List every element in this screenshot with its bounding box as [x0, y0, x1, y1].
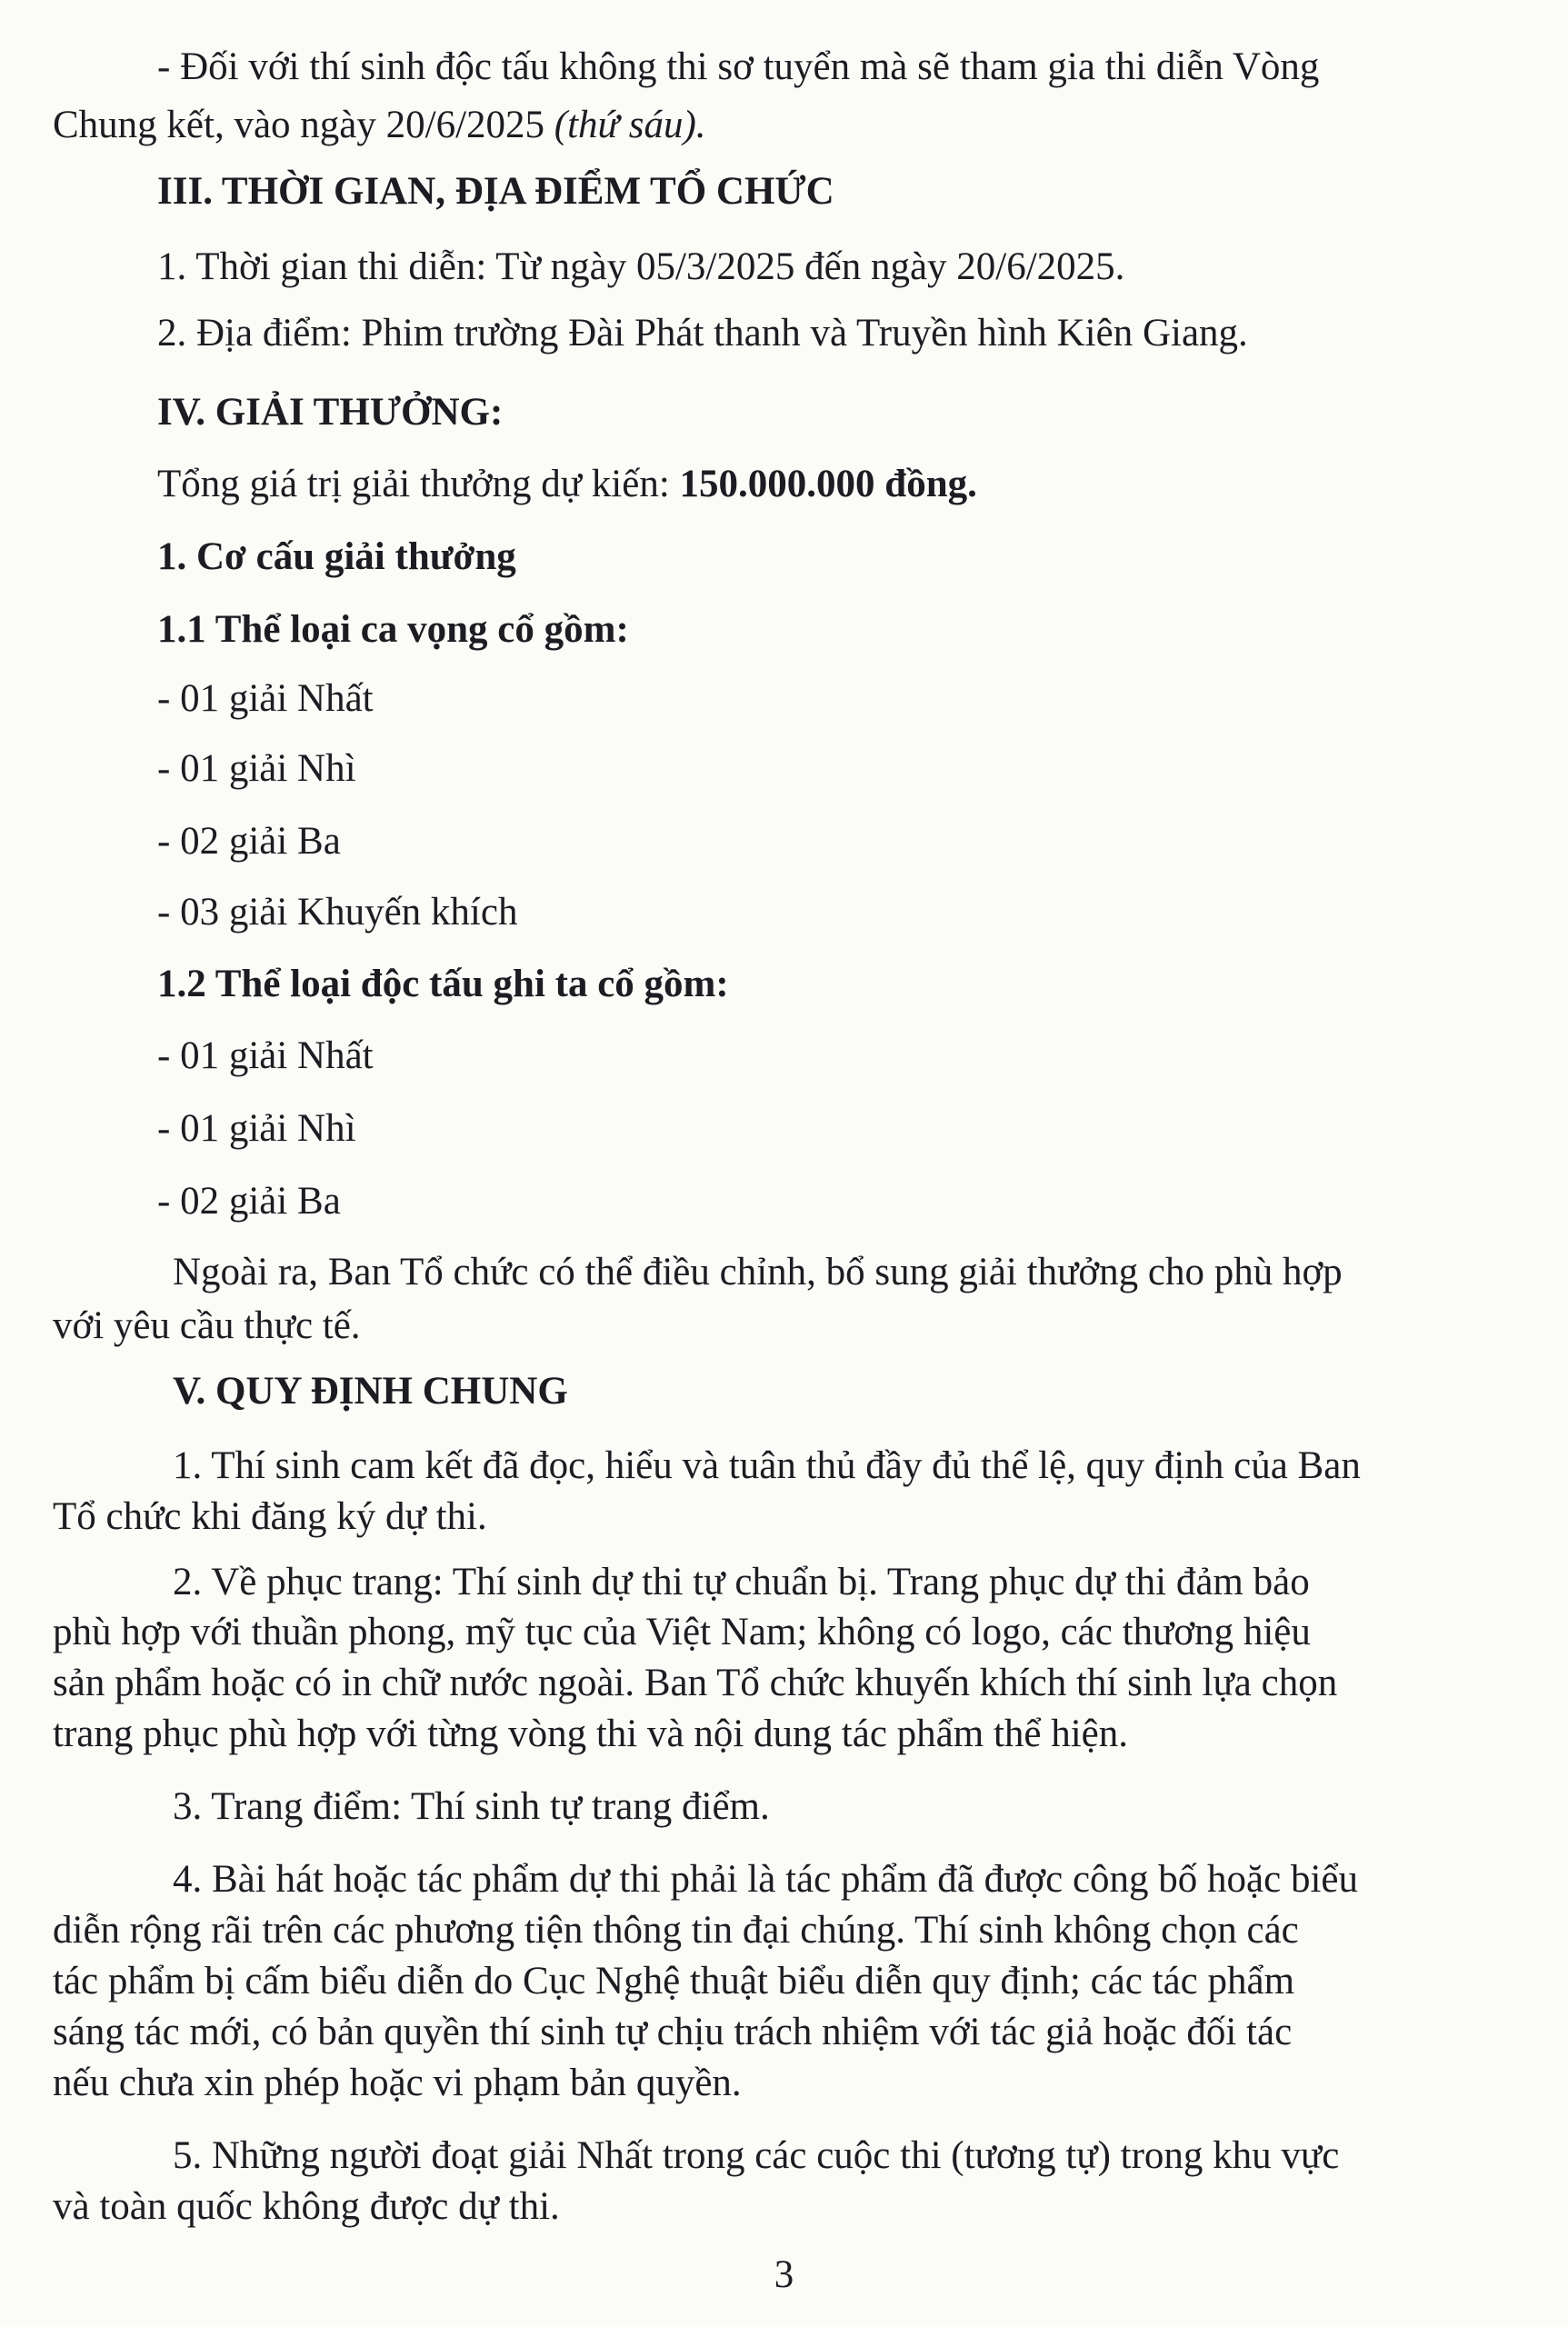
list-item: - 03 giải Khuyến khích	[157, 891, 518, 934]
prize-total-value: 150.000.000 đồng.	[679, 463, 977, 505]
rule-1-line-1: 1. Thí sinh cam kết đã đọc, hiểu và tuân thủ đầy đủ thể lệ, quy định của Ban	[173, 1444, 1361, 1487]
intro-line-1: - Đối với thí sinh độc tấu không thi sơ tuyển mà sẽ tham gia thi diễn Vòng	[157, 45, 1320, 88]
prize-total-label: Tổng giá trị giải thưởng dự kiến:	[157, 463, 680, 505]
rule-2-line-1: 2. Về phục trang: Thí sinh dự thi tự chuẩn bị. Trang phục dự thi đảm bảo	[173, 1561, 1310, 1603]
list-item: - 01 giải Nhất	[157, 1034, 374, 1077]
rule-4-line-1: 4. Bài hát hoặc tác phẩm dự thi phải là tác phẩm đã được công bố hoặc biểu	[173, 1858, 1358, 1901]
rule-4-line-5: nếu chưa xin phép hoặc vi phạm bản quyền.	[53, 2062, 742, 2104]
section-iii-item-1: 1. Thời gian thi diễn: Từ ngày 05/3/2025 đến ngày 20/6/2025.	[157, 245, 1125, 288]
page-number: 3	[774, 2253, 794, 2296]
section-iii-item-2: 2. Địa điểm: Phim trường Đài Phát thanh và Truyền hình Kiên Giang.	[157, 312, 1248, 355]
section-v-heading: V. QUY ĐỊNH CHUNG	[173, 1370, 568, 1413]
rule-4-line-2: diễn rộng rãi trên các phương tiện thông tin đại chúng. Thí sinh không chọn các	[53, 1909, 1299, 1952]
list-item: - 02 giải Ba	[157, 1180, 341, 1223]
category-guitar-heading: 1.2 Thể loại độc tấu ghi ta cổ gồm:	[157, 963, 729, 1005]
list-item: - 01 giải Nhì	[157, 747, 356, 790]
list-item: - 02 giải Ba	[157, 820, 341, 863]
intro-line-2-text: Chung kết, vào ngày 20/6/2025	[53, 104, 554, 146]
section-iii-heading: III. THỜI GIAN, ĐỊA ĐIỂM TỔ CHỨC	[157, 170, 834, 213]
rule-2-line-3: sản phẩm hoặc có in chữ nước ngoài. Ban Tổ chức khuyến khích thí sinh lựa chọn	[53, 1662, 1338, 1704]
prize-structure-heading: 1. Cơ cấu giải thưởng	[157, 535, 516, 578]
rule-2-line-4: trang phục phù hợp với từng vòng thi và nội dung tác phẩm thể hiện.	[53, 1713, 1129, 1755]
intro-line-2	[53, 102, 706, 149]
list-item: - 01 giải Nhì	[157, 1107, 356, 1150]
rule-4-line-4: sáng tác mới, có bản quyền thí sinh tự chịu trách nhiệm với tác giả hoặc đối tác	[53, 2011, 1293, 2053]
category-vong-co-heading: 1.1 Thể loại ca vọng cổ gồm:	[157, 608, 629, 651]
rule-5-line-1: 5. Những người đoạt giải Nhất trong các cuộc thi (tương tự) trong khu vực	[173, 2134, 1340, 2177]
section-iv-heading: IV. GIẢI THƯỞNG:	[157, 391, 504, 434]
list-item: - 01 giải Nhất	[157, 677, 374, 720]
prize-note-line-1: Ngoài ra, Ban Tổ chức có thể điều chỉnh, bổ sung giải thưởng cho phù hợp	[173, 1251, 1343, 1293]
prize-total	[157, 461, 977, 508]
intro-line-2-weekday: (thứ sáu).	[554, 104, 706, 146]
rule-3-line-1: 3. Trang điểm: Thí sinh tự trang điểm.	[173, 1785, 770, 1828]
rule-4-line-3: tác phẩm bị cấm biểu diễn do Cục Nghệ thuật biểu diễn quy định; các tác phẩm	[53, 1960, 1295, 2002]
prize-note-line-2: với yêu cầu thực tế.	[53, 1304, 361, 1347]
rule-5-line-2: và toàn quốc không được dự thi.	[53, 2185, 560, 2228]
rule-1-line-2: Tổ chức khi đăng ký dự thi.	[53, 1495, 487, 1538]
rule-2-line-2: phù hợp với thuần phong, mỹ tục của Việt Nam; không có logo, các thương hiệu	[53, 1611, 1311, 1653]
